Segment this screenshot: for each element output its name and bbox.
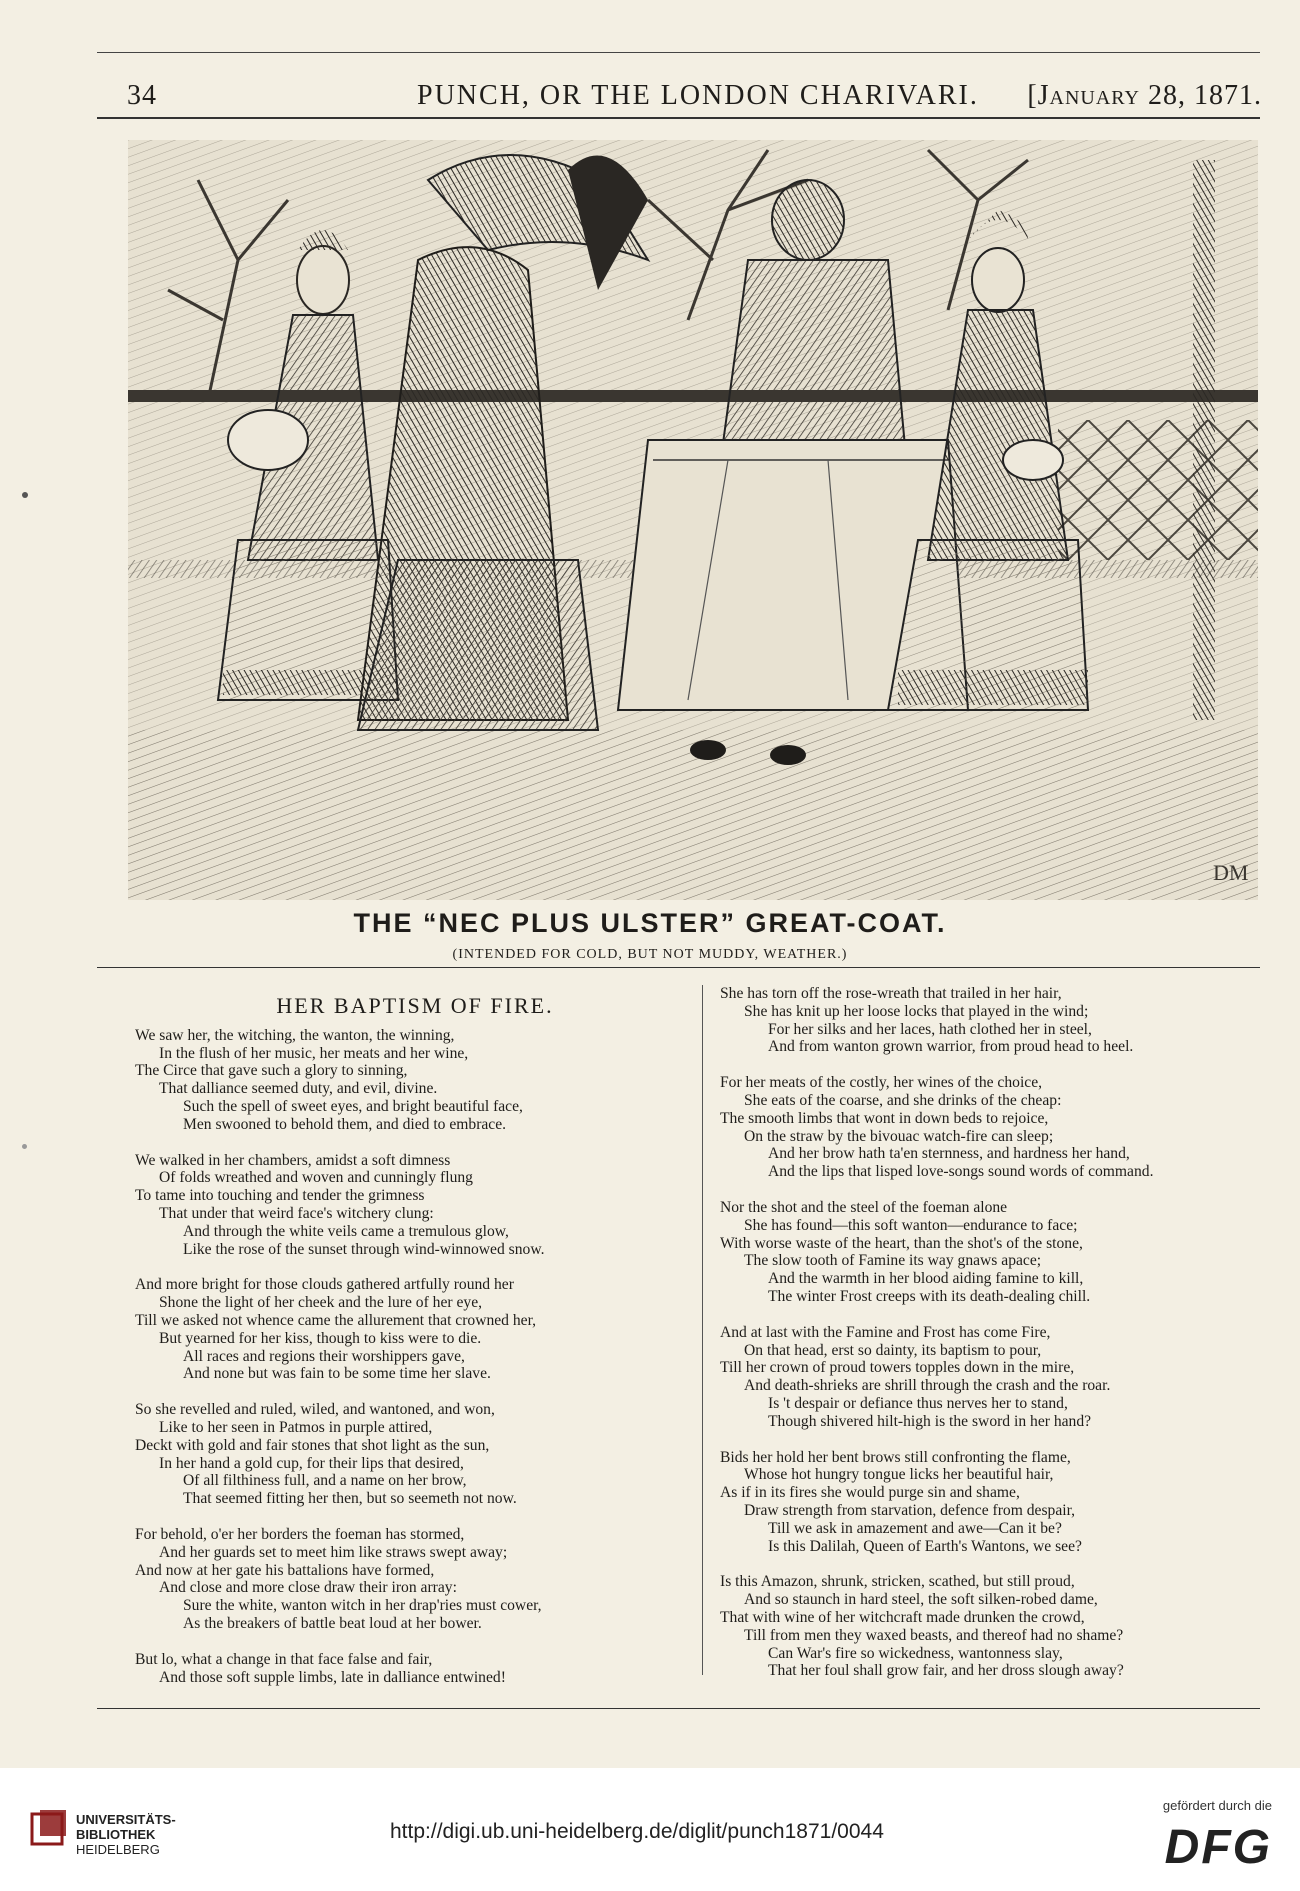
- poem-line: So she revelled and ruled, wiled, and wantoned, and won,: [135, 1401, 495, 1419]
- poem-line: Of folds wreathed and woven and cunningly flung: [159, 1169, 473, 1187]
- poem-stanza: [135, 1152, 695, 1259]
- source-url-link[interactable]: http://digi.ub.uni-heidelberg.de/diglit/punch1871/0044: [390, 1820, 884, 1843]
- funded-by-label: gefördert durch die: [1162, 1798, 1272, 1813]
- library-name-line: UNIVERSITÄTS-: [76, 1812, 176, 1827]
- poem-line: To tame into touching and tender the grimness: [135, 1187, 425, 1205]
- poem-line: In her hand a gold cup, for their lips that desired,: [159, 1454, 464, 1472]
- poem-stanza: [720, 1449, 1280, 1556]
- poem-line: She has found—this soft wanton—endurance to face;: [744, 1216, 1078, 1234]
- lamp-post: [1193, 160, 1215, 720]
- poem-line: As if in its fires she would purge sin and shame,: [720, 1484, 1020, 1502]
- dfg-logo: DFG: [1164, 1821, 1272, 1874]
- section-rule: [97, 967, 1260, 968]
- poem-line: Is this Amazon, shrunk, stricken, scathed, but still proud,: [720, 1573, 1075, 1591]
- column-divider: [702, 985, 703, 1675]
- poem-line: On that head, erst so dainty, its baptism to pour,: [744, 1341, 1042, 1359]
- poem-line: And the lips that lisped love-songs sound words of command.: [768, 1163, 1154, 1181]
- poem-line: And close and more close draw their iron array:: [159, 1579, 457, 1597]
- artist-signature: DM: [1213, 860, 1249, 885]
- poem-stanza: [135, 1401, 695, 1508]
- top-rule: [97, 52, 1260, 53]
- poem-line: On the straw by the bivouac watch-fire can sleep;: [744, 1127, 1054, 1145]
- cartoon-illustration: [128, 140, 1258, 900]
- digitization-footer: [0, 1768, 1300, 1891]
- poem-line: As the breakers of battle beat loud at her bower.: [183, 1614, 482, 1632]
- poem-line: For her silks and her laces, hath clothed her in steel,: [768, 1020, 1092, 1038]
- poem-line: Like to her seen in Patmos in purple attired,: [159, 1418, 433, 1436]
- issue-date: [January 28, 1871.: [1027, 80, 1262, 111]
- publication-title: PUNCH, OR THE LONDON CHARIVARI.: [417, 80, 979, 111]
- poem-line: Till we asked not whence came the allurement that crowned her,: [135, 1311, 537, 1329]
- poem-line: Though shivered hilt-high is the sword in her hand?: [768, 1412, 1092, 1430]
- scan-speck: [22, 492, 28, 498]
- poem-line: Shone the light of her cheek and the lure of her eye,: [159, 1294, 483, 1312]
- poem-stanza: [135, 1526, 695, 1633]
- poem-line: With worse waste of the heart, than the shot's of the stone,: [720, 1234, 1083, 1252]
- poem-column-right: [720, 985, 1280, 1698]
- library-logo: [30, 1808, 190, 1878]
- poem-stanza: [135, 1651, 695, 1687]
- poem-line: Is 't despair or defiance thus nerves her to stand,: [768, 1394, 1068, 1412]
- poem-line: The winter Frost creeps with its death-dealing chill.: [768, 1287, 1091, 1305]
- right-stanzas: [720, 985, 1280, 1680]
- poem-line: Sure the white, wanton witch in her drap'ries must cower,: [183, 1597, 542, 1615]
- poem-line: But lo, what a change in that face false and fair,: [135, 1650, 433, 1668]
- poem-line: And at last with the Famine and Frost has come Fire,: [720, 1323, 1051, 1341]
- header-rule: [97, 117, 1260, 119]
- poem-line: We walked in her chambers, amidst a soft dimness: [135, 1151, 451, 1169]
- poem-line: That dalliance seemed duty, and evil, divine.: [159, 1080, 438, 1098]
- bottom-rule: [97, 1708, 1260, 1709]
- scan-speck: [22, 1144, 27, 1149]
- library-name: [76, 1812, 176, 1857]
- poem-line: That under that weird face's witchery clung:: [159, 1204, 434, 1222]
- poem-line: But yearned for her kiss, though to kiss were to die.: [159, 1329, 482, 1347]
- poem-stanza: [720, 1324, 1280, 1431]
- poem-line: The slow tooth of Famine its way gnaws apace;: [744, 1252, 1042, 1270]
- poem-line: Nor the shot and the steel of the foeman alone: [720, 1198, 1008, 1216]
- lattice-fence: [1058, 420, 1258, 560]
- poem-line: She has torn off the rose-wreath that trailed in her hair,: [720, 985, 1062, 1002]
- poem-line: And now at her gate his battalions have formed,: [135, 1561, 435, 1579]
- poem-line: Such the spell of sweet eyes, and bright beautiful face,: [183, 1097, 523, 1115]
- poem-line: Like the rose of the sunset through wind-winnowed snow.: [183, 1240, 545, 1258]
- poem-stanza: [135, 1276, 695, 1383]
- poem-line: All races and regions their worshippers gave,: [183, 1347, 465, 1365]
- poem-line: We saw her, the witching, the wanton, the winning,: [135, 1026, 455, 1044]
- poem-line: Can War's fire so wickedness, wantonness slay,: [768, 1644, 1063, 1662]
- poem-column-left: [135, 985, 695, 1704]
- poem-line: For her meats of the costly, her wines of the choice,: [720, 1074, 1043, 1092]
- poem-line: That her foul shall grow fair, and her dross slough away?: [768, 1662, 1124, 1680]
- poem-stanza: [720, 985, 1280, 1056]
- poem-line: And her guards set to meet him like straws swept away;: [159, 1543, 508, 1561]
- library-seal-icon: [30, 1808, 70, 1848]
- poem-line: The smooth limbs that wont in down beds to rejoice,: [720, 1109, 1049, 1127]
- library-name-line: BIBLIOTHEK: [76, 1827, 156, 1842]
- page-number: 34: [127, 80, 157, 111]
- poem-line: And from wanton grown warrior, from proud head to heel.: [768, 1038, 1134, 1056]
- poem-line: She eats of the coarse, and she drinks of the cheap:: [744, 1091, 1062, 1109]
- poem-line: Till we ask in amazement and awe—Can it be?: [768, 1519, 1062, 1537]
- poem-line: And her brow hath ta'en sternness, and hardness her hand,: [768, 1145, 1130, 1163]
- poem-line: And none but was fain to be some time her slave.: [183, 1365, 491, 1383]
- poem-stanza: [720, 1573, 1280, 1680]
- cartoon-caption: THE “NEC PLUS ULSTER” GREAT-COAT.: [353, 908, 947, 938]
- poem-line: She has knit up her loose locks that played in the wind;: [744, 1002, 1089, 1020]
- poem-line: And so staunch in hard steel, the soft silken-robed dame,: [744, 1591, 1098, 1609]
- poem-line: Till from men they waxed beasts, and thereof had no shame?: [744, 1626, 1124, 1644]
- poem-line: Men swooned to behold them, and died to embrace.: [183, 1115, 507, 1133]
- page-header: [127, 80, 1262, 116]
- poem-line: And the warmth in her blood aiding famine to kill,: [768, 1270, 1084, 1288]
- poem-line: For behold, o'er her borders the foeman has stormed,: [135, 1525, 465, 1543]
- poem-stanza: [720, 1199, 1280, 1306]
- poem-line: That seemed fitting her then, but so seemeth not now.: [183, 1490, 517, 1508]
- poem-line: And death-shrieks are shrill through the crash and the roar.: [744, 1377, 1111, 1395]
- poem-line: Whose hot hungry tongue licks her beautiful hair,: [744, 1466, 1054, 1484]
- poem-line: Draw strength from starvation, defence from despair,: [744, 1501, 1076, 1519]
- library-name-line: HEIDELBERG: [76, 1842, 160, 1857]
- poem-line: That with wine of her witchcraft made drunken the crowd,: [720, 1608, 1085, 1626]
- engraving-drawing: [128, 140, 1258, 900]
- poem-line: And through the white veils came a tremulous glow,: [183, 1222, 509, 1240]
- poem-line: Of all filthiness full, and a name on her brow,: [183, 1472, 467, 1490]
- poem-line: The Circe that gave such a glory to sinning,: [135, 1062, 408, 1080]
- left-stanzas: [135, 1027, 695, 1687]
- poem-line: Bids her hold her bent brows still confronting the flame,: [720, 1448, 1071, 1466]
- poem-line: And those soft supple limbs, late in dalliance entwined!: [159, 1668, 506, 1686]
- poem-title: HER BAPTISM OF FIRE.: [276, 993, 554, 1018]
- poem-line: Deckt with gold and fair stones that shot light as the sun,: [135, 1436, 490, 1454]
- poem-line: In the flush of her music, her meats and her wine,: [159, 1044, 469, 1062]
- poem-stanza: [135, 1027, 695, 1134]
- poem-line: Till her crown of proud towers topples down in the mire,: [720, 1359, 1075, 1377]
- cartoon-subcaption: (INTENDED FOR COLD, BUT NOT MUDDY, WEATHER.): [452, 947, 848, 962]
- poem-line: And more bright for those clouds gathered artfully round her: [135, 1276, 514, 1294]
- poem-line: Is this Dalilah, Queen of Earth's Wantons, we see?: [768, 1537, 1082, 1555]
- poem-stanza: [720, 1074, 1280, 1181]
